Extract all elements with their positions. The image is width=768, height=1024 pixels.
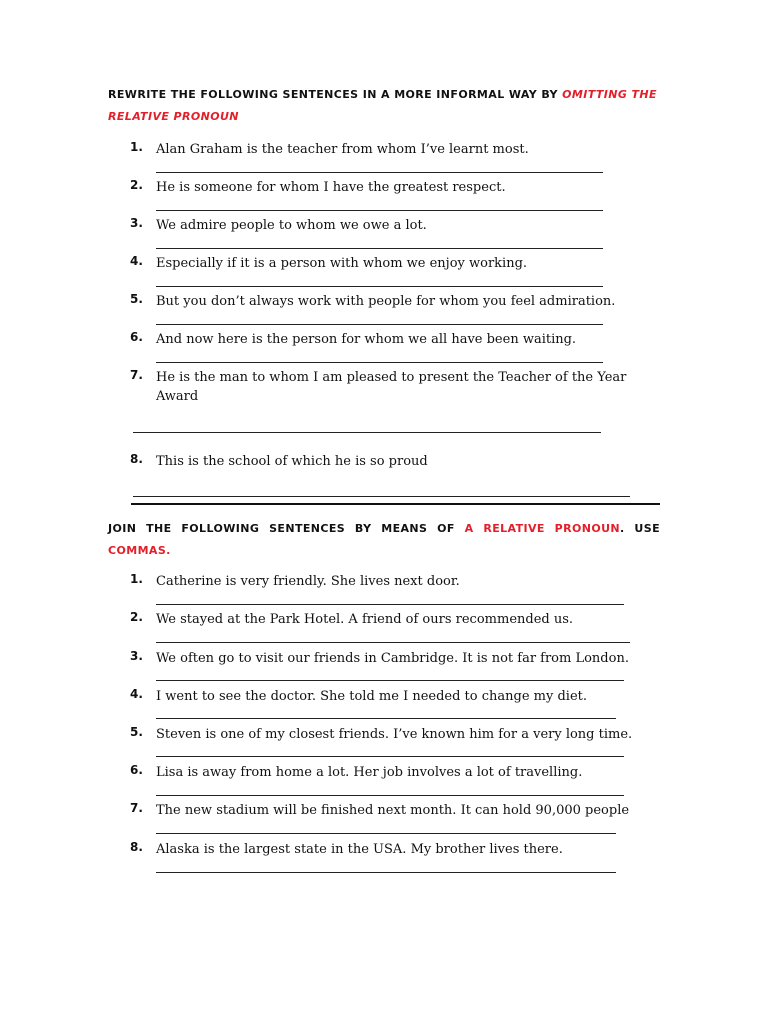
question-number: 6. (130, 330, 143, 344)
s1-answer-line-7[interactable] (133, 432, 601, 433)
question-text: This is the school of which he is so proud (156, 454, 428, 469)
s2-answer-line-7[interactable] (156, 833, 616, 834)
question-text: Steven is one of my closest friends. I’ve known him for a very long time. (156, 727, 633, 742)
question-number: 7. (130, 368, 143, 382)
question-text: We often go to visit our friends in Cambridge. It is not far from London. (156, 651, 629, 666)
question-text: Catherine is very friendly. She lives next door. (156, 574, 460, 589)
question-text: But you don’t always work with people for whom you feel admiration. (156, 294, 616, 309)
question-number: 1. (130, 572, 143, 586)
question-number: 8. (130, 840, 143, 854)
section1-heading-text: REWRITE THE FOLLOWING SENTENCES IN A MORE INFORMAL WAY BY (108, 88, 563, 101)
question-number: 4. (130, 254, 143, 268)
s1-answer-line-5[interactable] (156, 324, 603, 325)
question-text: And now here is the person for whom we all have been waiting. (156, 332, 577, 347)
s1-answer-line-4[interactable] (156, 286, 603, 287)
s2-answer-line-8[interactable] (156, 872, 616, 873)
question-text: I went to see the doctor. She told me I needed to change my diet. (156, 689, 587, 704)
section2-heading-highlight: A RELATIVE PRONOUN (464, 522, 621, 535)
section-divider (131, 503, 660, 505)
question-number: 3. (130, 216, 143, 230)
question-text: We admire people to whom we owe a lot. (156, 218, 427, 233)
s1-answer-line-8[interactable] (133, 496, 630, 497)
section1-heading (108, 84, 660, 128)
question-text: The new stadium will be finished next month. It can hold 90,000 people (156, 803, 630, 818)
s1-answer-line-6[interactable] (156, 362, 603, 363)
s2-answer-line-2[interactable] (156, 642, 630, 643)
question-number: 2. (130, 178, 143, 192)
question-text: We stayed at the Park Hotel. A friend of ours recommended us. (156, 612, 574, 627)
question-text: He is the man to whom I am pleased to present the Teacher of the Year Award (156, 370, 627, 404)
question-number: 1. (130, 140, 143, 154)
section2-heading-text-2: . USE (620, 522, 660, 535)
question-number: 6. (130, 763, 143, 777)
s2-answer-line-3[interactable] (156, 680, 624, 681)
question-text: He is someone for whom I have the greatest respect. (156, 180, 506, 195)
question-text: Lisa is away from home a lot. Her job involves a lot of travelling. (156, 765, 583, 780)
question-number: 2. (130, 610, 143, 624)
question-text: Alaska is the largest state in the USA. My brother lives there. (156, 842, 563, 857)
s2-answer-line-4[interactable] (156, 718, 616, 719)
section2-heading-text: JOIN THE FOLLOWING SENTENCES BY MEANS OF (108, 522, 465, 535)
s2-answer-line-5[interactable] (156, 756, 624, 757)
s1-answer-line-3[interactable] (156, 248, 603, 249)
question-number: 5. (130, 292, 143, 306)
question-number: 4. (130, 687, 143, 701)
question-number: 8. (130, 452, 143, 466)
question-number: 7. (130, 801, 143, 815)
section1-heading-highlight: OMITTING THE RELATIVE PRONOUN (108, 88, 657, 123)
section2-heading-highlight-2: COMMAS. (108, 544, 171, 557)
s1-answer-line-1[interactable] (156, 172, 603, 173)
section2-heading (108, 518, 660, 562)
question-number: 3. (130, 649, 143, 663)
s2-answer-line-1[interactable] (156, 604, 624, 605)
question-number: 5. (130, 725, 143, 739)
s1-answer-line-2[interactable] (156, 210, 603, 211)
question-text: Especially if it is a person with whom we enjoy working. (156, 256, 528, 271)
s2-answer-line-6[interactable] (156, 795, 624, 796)
question-text: Alan Graham is the teacher from whom I’ve learnt most. (156, 142, 529, 157)
